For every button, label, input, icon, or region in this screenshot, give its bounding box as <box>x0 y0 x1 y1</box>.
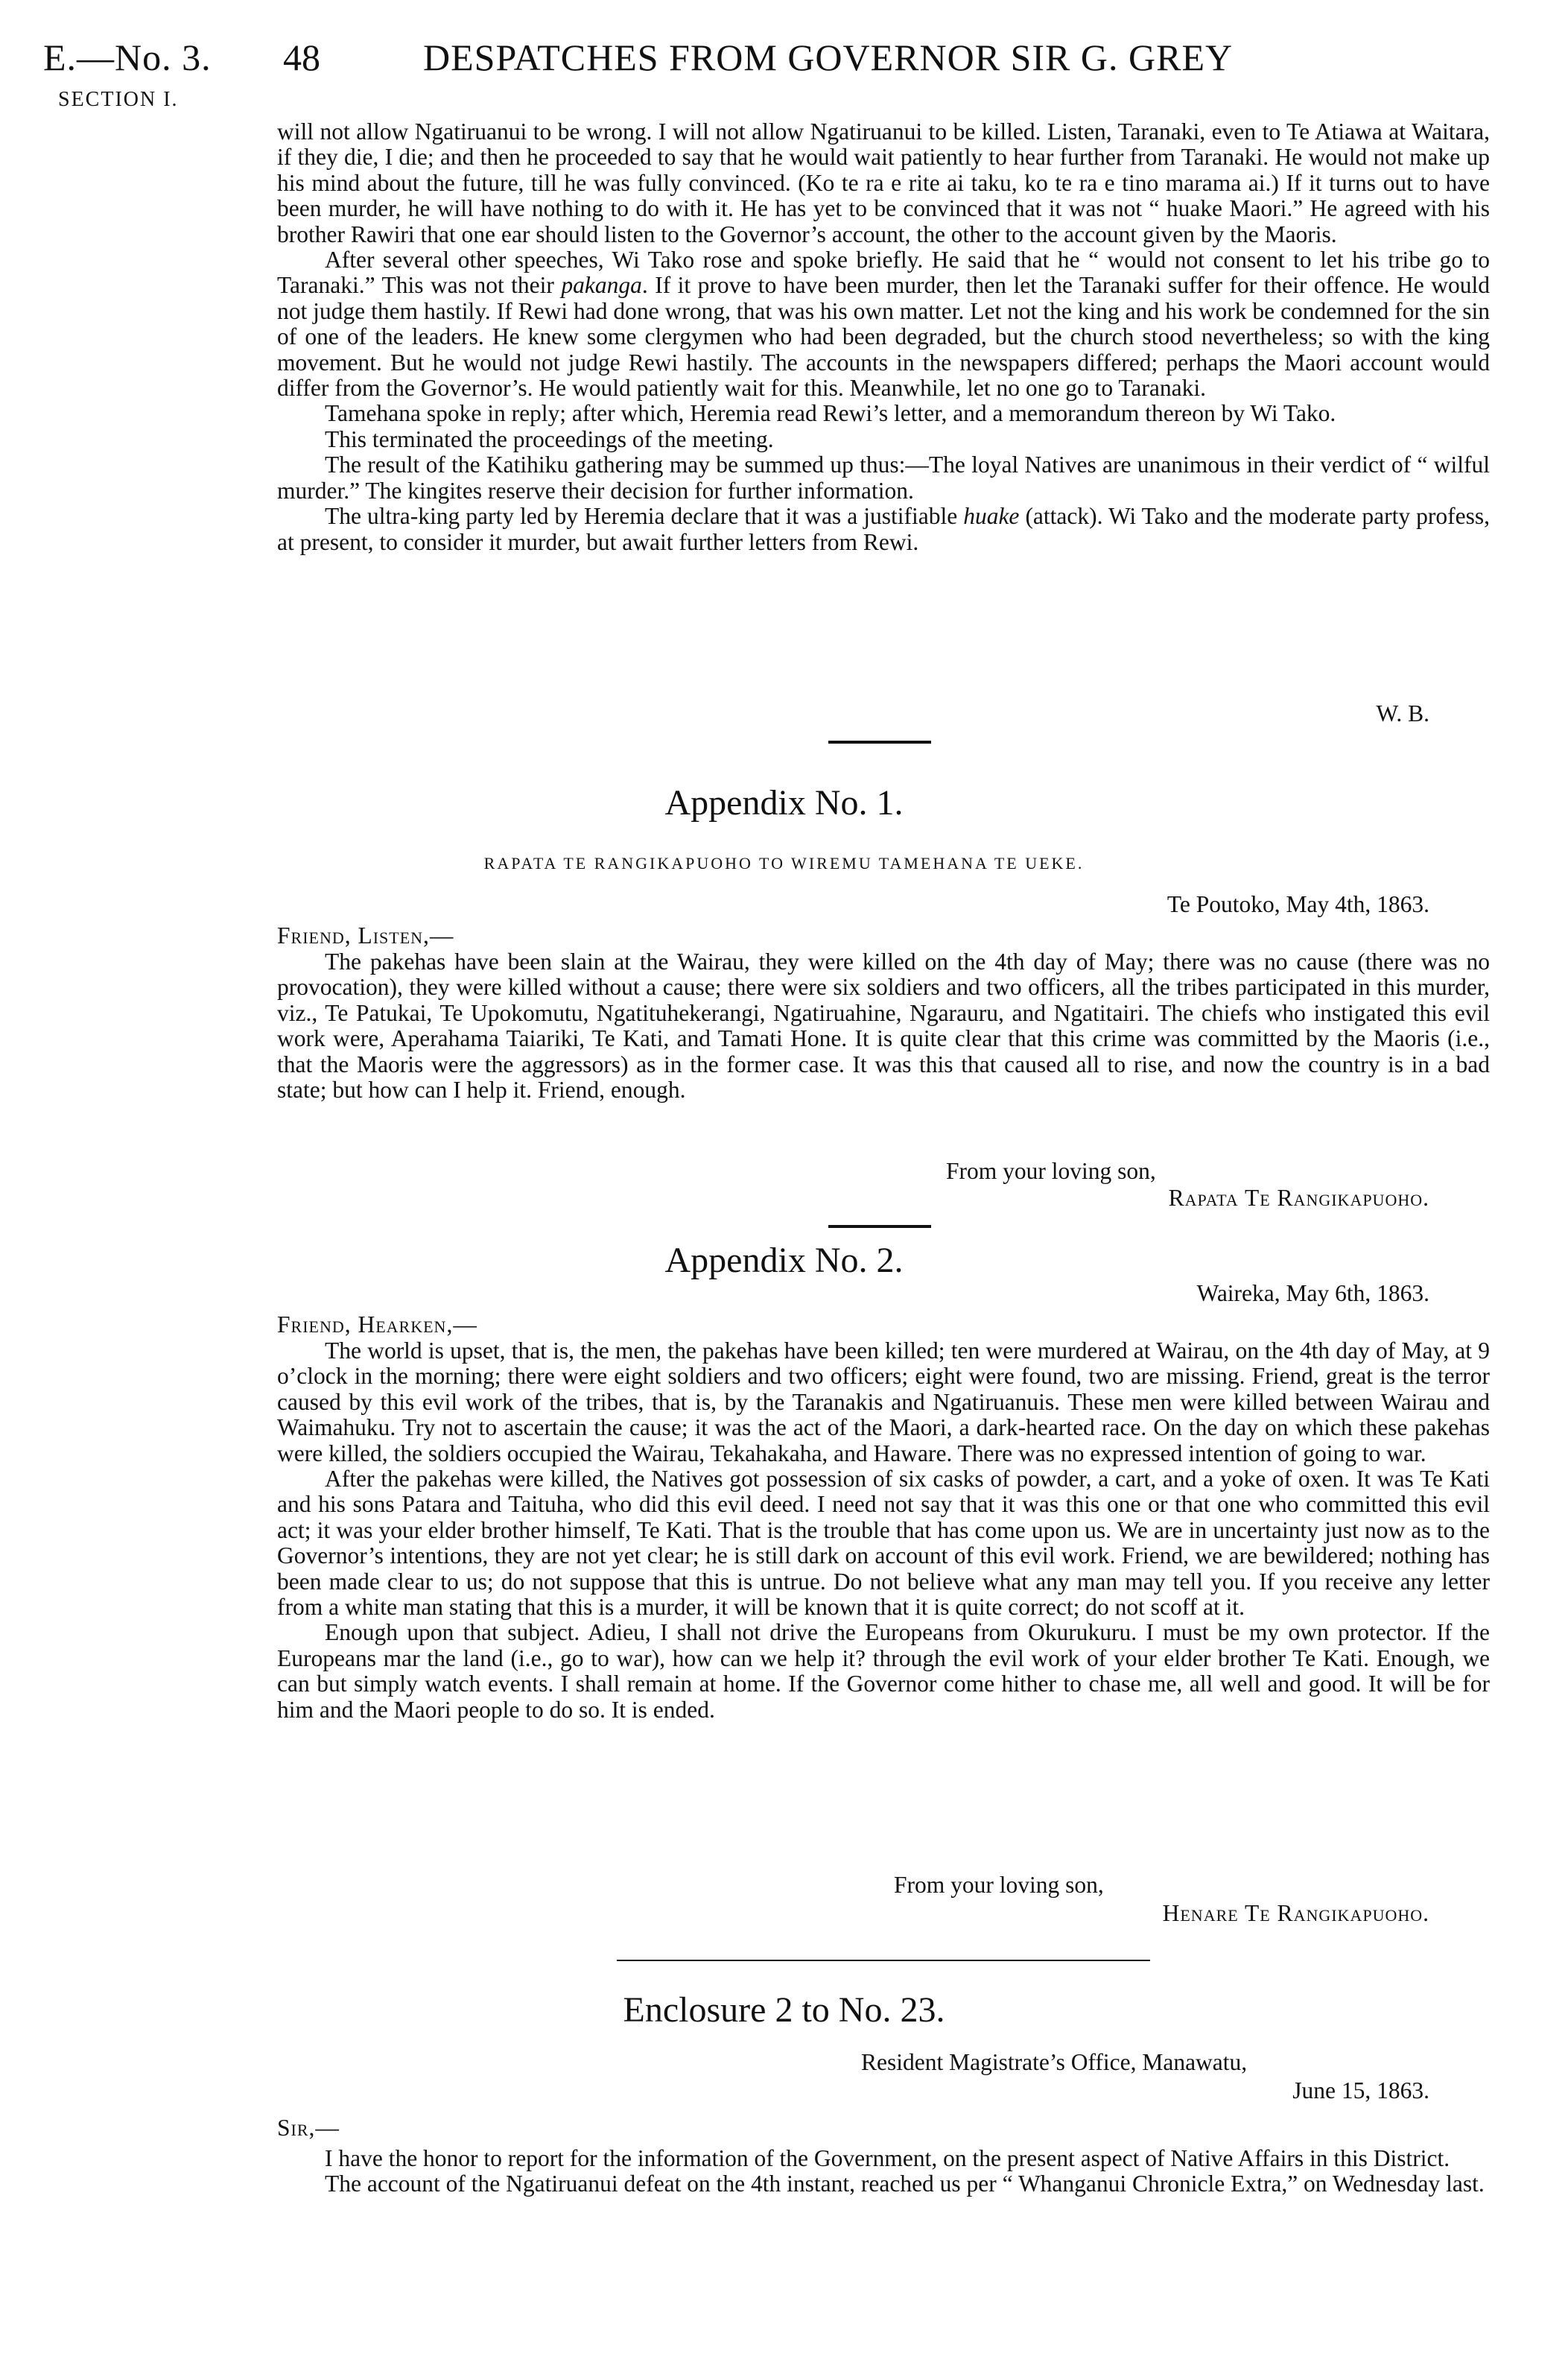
running-title: DESPATCHES FROM GOVERNOR SIR G. GREY <box>423 37 1234 78</box>
appendix-1-subtitle: RAPATA TE RANGIKAPUOHO TO WIREMU TAMEHANA TE UEKE. <box>483 854 1085 873</box>
intro-paragraph-1: will not allow Ngatiruanui to be wrong. I will not allow Ngatiruanui to be killed. Listen, Taranaki, even to Te Atiawa at Waitara, if they die, I die; and then he proceeded to say that he would wait patiently to hear further from Taranaki. He would not make up his mind about the future, till he was fully convinced. (Ko te ra e rite ai taku, ko te ra e tino marama ai.) If it turns out to have been murder, he will have nothing to do with it. He has yet to be convinced that it was not “ huake Maori.” He agreed with his brother Rawiri that one ear should listen to the Governor’s account, the other to the account given by the Maoris. <box>277 118 1490 247</box>
appendix-2-paragraph-1: The world is upset, that is, the men, the pakehas have been killed; ten were murdered at Wairau, on the 4th day of May, at 9 o’clock in the morning; there were eight soldiers and two officers; eight were found, two are missing. Friend, great is the terror caused by this evil work of the tribes, that is, by the Taranakis and Ngatiruanuis. These men were killed between Wairau and Waimahuku. Try not to ascertain the cause; it was the act of the Maori, a dark-hearted race. On the day on which these pakehas were killed, the soldiers occupied the Wairau, Tekahakaha, and Haware. There was no expressed intention of going to war. <box>277 1337 1490 1466</box>
enclosure-salutation: Sir,— <box>277 2115 340 2141</box>
section-divider-3 <box>617 1960 1150 1961</box>
enclosure-office: Resident Magistrate’s Office, Manawatu, <box>861 2049 1248 2075</box>
page-number: 48 <box>283 37 320 78</box>
intro-paragraph-3: Tamehana spoke in reply; after which, Heremia read Rewi’s letter, and a memorandum thereon by Wi Tako. <box>325 400 1336 427</box>
appendix-2-paragraph-2: After the pakehas were killed, the Natives got possession of six casks of powder, a cart, and a yoke of oxen. It was Te Kati and his sons Patara and Taituha, who did this evil deed. I need not say that it was this one or that one who committed this evil act; it was your elder brother himself, Te Kati. That is the trouble that has come upon us. We are in uncertainty just now as to the Governor’s intentions, they are not yet clear; he is still dark on account of this evil work. Friend, we are bewildered; nothing has been made clear to us; do not suppose that this is untrue. Do not believe what any man may tell you. If you receive any letter from a white man stating that this is a murder, it will be known that it is quite correct; do not scoff at it. <box>277 1466 1490 1621</box>
intro-section <box>277 119 1490 555</box>
appendix-1-place-date: Te Poutoko, May 4th, 1863. <box>1167 891 1429 917</box>
appendix-1-salutation: Friend, Listen,— <box>277 922 454 949</box>
intro-paragraph-4: This terminated the proceedings of the meeting. <box>325 425 774 452</box>
appendix-2-closing: From your loving son, <box>894 1872 1104 1898</box>
intro-paragraph-6-text-b: (attack). Wi Tako and the moderate party profess, at present, to consider it murder, but await further letters from Rewi. <box>277 503 1490 555</box>
appendix-1-closing: From your loving son, <box>946 1158 1156 1184</box>
intro-paragraph-6 <box>277 504 1490 555</box>
section-divider-2 <box>828 1225 931 1228</box>
appendix-2-paragraph-3: Enough upon that subject. Adieu, I shall not drive the Europeans from Okurukuru. I must be my own protector. If the Europeans mar the land (i.e., go to war), how can we help it? through the evil work of your elder brother Te Kati. Enough, we can but simply watch events. I shall remain at home. If the Governor come hither to chase me, all well and good. It will be for him and the Maori people to do so. It is ended. <box>277 1619 1490 1723</box>
intro-paragraph-6-text-a: The ultra-king party led by Heremia declare that it was a justifiable <box>325 503 964 530</box>
intro-paragraph-2-text-a: After several other speeches, Wi Tako rose and spoke briefly. He said that he “ would not consent to let his tribe go to Taranaki.” This was not their <box>277 247 1490 299</box>
enclosure-body <box>277 2146 1490 2197</box>
appendix-2-salutation: Friend, Hearken,— <box>277 1311 477 1337</box>
appendix-2-place-date: Waireka, May 6th, 1863. <box>1196 1280 1429 1306</box>
appendix-1-paragraph: The pakehas have been slain at the Wairau, they were killed on the 4th day of May; there was no cause (there was no provocation), they were killed without a cause; there were six soldiers and two officers, all the tribes participated in this murder, viz., Te Patukai, Te Upokomutu, Ngatituhekerangi, Ngatiruahine, Ngarauru, and Ngatitairi. The chiefs who instigated this evil work were, Aperahama Taiariki, Te Kati, and Tamati Hone. It is quite clear that this crime was committed by the Maoris (i.e., that the Maoris were the aggressors) as in the former case. It was this that caused all to rise, and now the country is in a bad state; but how can I help it. Friend, enough. <box>277 949 1490 1104</box>
appendix-2-signature: Henare Te Rangikapuoho. <box>1162 1900 1429 1926</box>
appendix-1-heading: Appendix No. 1. <box>664 783 904 823</box>
appendix-2-body <box>277 1338 1490 1723</box>
intro-paragraph-2-text-b: . If it prove to have been murder, then let the Taranaki suffer for their offence. He would not judge them hastily. If Rewi had done wrong, that was his own matter. Let not the king and his work be condemned for the sin of one of the leaders. He knew some clergymen who had been degraded, but the church stood nevertheless; so with the king movement. But he would not judge Rewi hastily. The accounts in the newspapers differed; perhaps the Maori account would differ from the Governor’s. He would patiently wait for this. Meanwhile, let no one go to Taranaki. <box>277 272 1490 402</box>
intro-paragraph-6-italic: huake <box>963 503 1020 530</box>
intro-paragraph-5: The result of the Katihiku gathering may be summed up thus:—The loyal Natives are unanimous in their verdict of “ wilful murder.” The kingites reserve their decision for further information. <box>277 452 1490 504</box>
document-section-label: SECTION I. <box>58 88 179 111</box>
enclosure-paragraph-1: I have the honor to report for the information of the Government, on the present aspect of Native Affairs in this District. <box>325 2145 1450 2171</box>
enclosure-paragraph-2: The account of the Ngatiruanui defeat on the 4th instant, reached us per “ Whanganui Chronicle Extra,” on Wednesday last. <box>325 2171 1485 2197</box>
enclosure-heading: Enclosure 2 to No. 23. <box>623 1990 945 2030</box>
document-series-number: E.—No. 3. <box>43 37 212 78</box>
appendix-1-signature: Rapata Te Rangikapuoho. <box>1168 1185 1429 1211</box>
intro-paragraph-2 <box>277 247 1490 401</box>
intro-initials: W. B. <box>1376 700 1429 726</box>
appendix-2-heading: Appendix No. 2. <box>664 1241 904 1280</box>
appendix-1-body <box>277 949 1490 1103</box>
enclosure-date: June 15, 1863. <box>1292 2077 1429 2103</box>
section-divider-1 <box>828 741 931 744</box>
intro-paragraph-2-italic: pakanga <box>561 272 642 299</box>
